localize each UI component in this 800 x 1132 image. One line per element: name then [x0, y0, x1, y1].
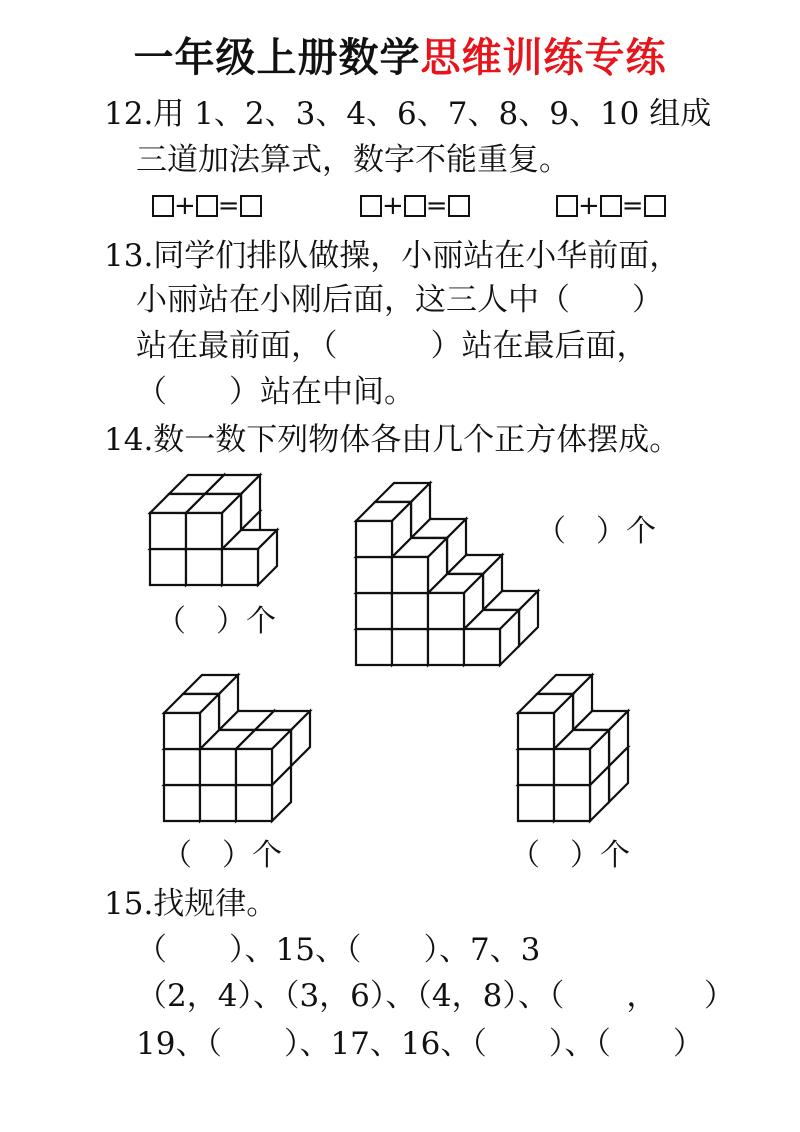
- q15-line-1: 15.找规律。: [104, 886, 278, 922]
- plus-sign: +: [174, 191, 196, 221]
- q12-line-1: 12.用 1、2、3、4、6、7、8、9、10 组成: [104, 96, 712, 132]
- answer-box[interactable]: [196, 195, 218, 217]
- title-red-part: 思维训练专练: [420, 35, 667, 81]
- answer-box[interactable]: [556, 195, 578, 217]
- q15-line-3: （2，4）、（3，6）、（4，8）、（ ， ）: [136, 978, 735, 1014]
- answer-box[interactable]: [360, 195, 382, 217]
- answer-box[interactable]: [240, 195, 262, 217]
- q13-line-1: 13.同学们排队做操，小丽站在小华前面，: [104, 238, 681, 274]
- cube-face: [200, 749, 236, 785]
- q12-equation-3: [556, 192, 666, 220]
- q13-line-2: 小丽站在小刚后面，这三人中（ ）: [136, 282, 663, 318]
- equals-sign: =: [217, 191, 240, 221]
- q15-line-4: 19、（ ）、17、16、（ ）、（ ）: [136, 1026, 704, 1062]
- cube-face: [150, 549, 186, 585]
- cube-face: [186, 513, 222, 549]
- fig2-answer: （ ）个: [536, 514, 656, 549]
- answer-box[interactable]: [404, 195, 426, 217]
- q12-equation-2: [360, 192, 470, 220]
- cube-figure-4: [508, 676, 648, 826]
- cube-face: [236, 785, 272, 821]
- cube-face: [392, 593, 428, 629]
- cube-face: [518, 749, 554, 785]
- fig4-answer: （ ）个: [510, 838, 630, 873]
- equals-sign: =: [425, 191, 448, 221]
- cube-face: [428, 629, 464, 665]
- fig1-answer: （ ）个: [156, 604, 276, 639]
- cube-face: [236, 749, 272, 785]
- cube-face: [392, 557, 428, 593]
- cube-face: [164, 713, 200, 749]
- cube-face: [150, 513, 186, 549]
- cube-face: [164, 749, 200, 785]
- q13-line-4: （ ）站在中间。: [136, 374, 415, 410]
- cube-face: [518, 785, 554, 821]
- cube-figure-3: [152, 676, 322, 826]
- cube-face: [356, 557, 392, 593]
- cube-face: [554, 749, 590, 785]
- cube-face: [200, 785, 236, 821]
- q12-line-2: 三道加法算式，数字不能重复。: [136, 142, 570, 178]
- answer-box[interactable]: [600, 195, 622, 217]
- cube-face: [164, 785, 200, 821]
- cube-face: [186, 549, 222, 585]
- cube-figure-1: [140, 470, 310, 595]
- cube-face: [464, 629, 500, 665]
- cube-face: [356, 521, 392, 557]
- title-black-part: 一年级上册数学: [133, 35, 421, 81]
- cube-face: [554, 785, 590, 821]
- answer-box[interactable]: [644, 195, 666, 217]
- equals-sign: =: [621, 191, 644, 221]
- plus-sign: +: [578, 191, 600, 221]
- cube-face: [392, 629, 428, 665]
- q14-line-1: 14.数一数下列物体各由几个正方体摆成。: [104, 422, 681, 458]
- answer-box[interactable]: [152, 195, 174, 217]
- page-title: [0, 26, 800, 83]
- answer-box[interactable]: [448, 195, 470, 217]
- q15-line-2: （ ）、15、（ ）、7、3: [136, 932, 541, 968]
- cube-face: [518, 713, 554, 749]
- plus-sign: +: [382, 191, 404, 221]
- cube-face: [356, 629, 392, 665]
- fig3-answer: （ ）个: [162, 838, 282, 873]
- cube-face: [428, 593, 464, 629]
- cube-figure-2: [350, 460, 590, 670]
- cube-face: [356, 593, 392, 629]
- cube-face: [222, 549, 258, 585]
- q12-equation-1: [152, 192, 262, 220]
- q13-line-3: 站在最前面，（ ）站在最后面，: [136, 328, 648, 364]
